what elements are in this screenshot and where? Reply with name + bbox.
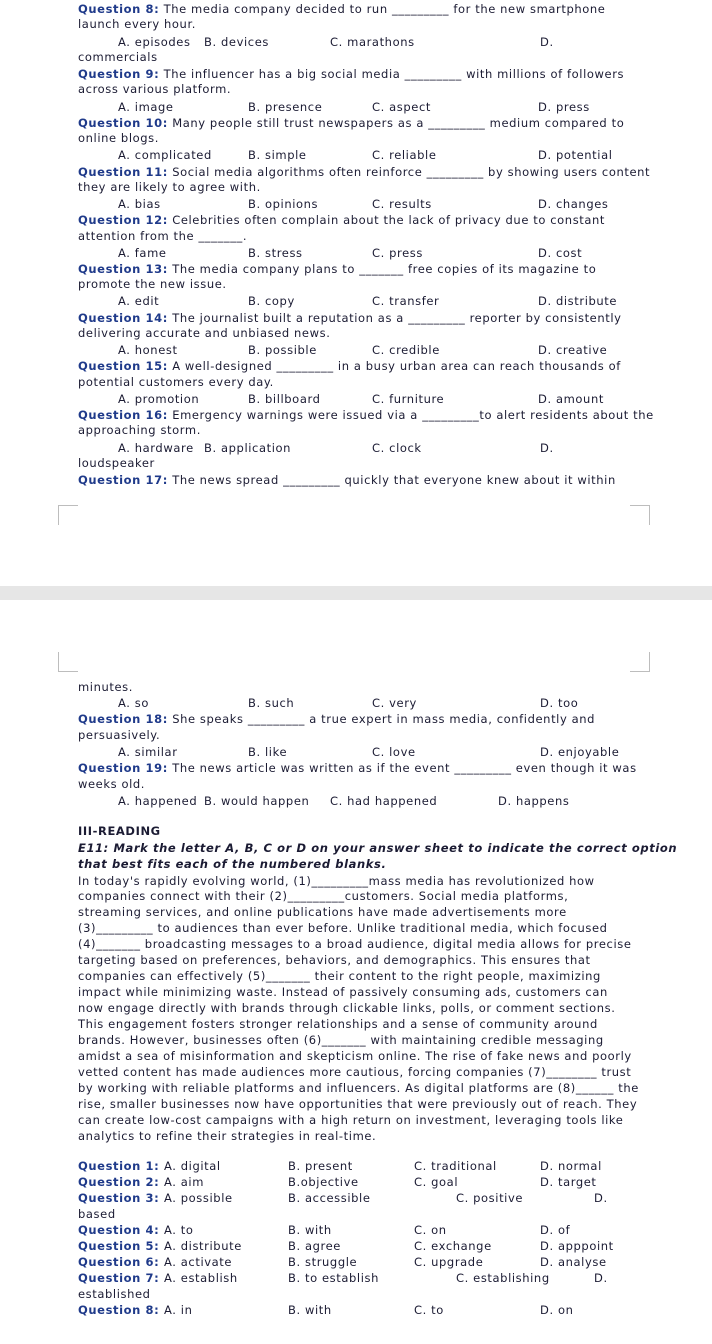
question-label: Question 3: bbox=[78, 1191, 160, 1205]
question-19: Question 19: The news article was written as if the event _________ even though it was bbox=[78, 761, 637, 775]
passage-line: amidst a sea of misinformation and skepticism online. The rise of fake news and poorly bbox=[78, 1049, 632, 1063]
question-label: Question 9: bbox=[78, 67, 160, 81]
passage-line: impact while minimizing waste. Instead of passively consuming ads, customers can bbox=[78, 985, 608, 999]
option-d[interactable]: D. changes bbox=[538, 197, 609, 211]
question-9: Question 9: The influencer has a big social media _________ with millions of followers bbox=[78, 67, 625, 81]
option-d[interactable]: D. bbox=[540, 35, 554, 49]
question-17: Question 17: The news spread _________ quickly that everyone knew about it within bbox=[78, 473, 616, 487]
option-a[interactable]: A. happened bbox=[118, 794, 198, 808]
option-d[interactable]: D. happens bbox=[498, 794, 570, 808]
question-8: Question 8: The media company decided to run _________ for the new smartphone bbox=[78, 2, 606, 16]
question-text: launch every hour. bbox=[78, 17, 196, 31]
option-d[interactable]: D. potential bbox=[538, 148, 613, 162]
question-label: Question 18: bbox=[78, 712, 168, 726]
question-label: Question 2: bbox=[78, 1175, 160, 1189]
crop-mark bbox=[630, 505, 650, 525]
option-d[interactable]: D. bbox=[540, 441, 554, 455]
option-b[interactable]: B. devices bbox=[204, 35, 269, 49]
question-label: Question 14: bbox=[78, 311, 168, 325]
option-c[interactable]: C. results bbox=[372, 197, 432, 211]
worksheet-page-1 bbox=[0, 0, 712, 586]
option-a[interactable]: A. edit bbox=[118, 294, 160, 308]
option-c[interactable]: C. transfer bbox=[372, 294, 440, 308]
option-a[interactable]: A. hardware bbox=[118, 441, 194, 455]
crop-mark bbox=[58, 505, 78, 525]
question-16: Question 16: Emergency warnings were issued via a _________to alert residents about the bbox=[78, 408, 654, 422]
instructions-line-2: that best fits each of the numbered blanks. bbox=[78, 857, 387, 871]
page-separator bbox=[0, 586, 712, 600]
passage-line: vetted content has made audiences more cautious, forcing companies (7)________ trust bbox=[78, 1065, 632, 1079]
option-d[interactable]: D. press bbox=[538, 100, 590, 114]
option-d-text: based bbox=[78, 1207, 116, 1221]
option-b[interactable]: B. copy bbox=[248, 294, 295, 308]
option-b[interactable]: B. presence bbox=[248, 100, 323, 114]
question-text: across various platform. bbox=[78, 82, 232, 96]
option-c[interactable]: C. marathons bbox=[330, 35, 415, 49]
question-text: potential customers every day. bbox=[78, 375, 274, 389]
option-d[interactable]: D. on bbox=[540, 1303, 574, 1317]
option-c[interactable]: C. clock bbox=[372, 441, 422, 455]
passage-line: This engagement fosters stronger relationships and a sense of community around bbox=[78, 1017, 598, 1031]
passage-line: now engage directly with brands through clickable links, polls, or comment sections. bbox=[78, 1001, 616, 1015]
option-a[interactable]: A. to bbox=[164, 1223, 194, 1237]
passage-line: by working with reliable platforms and influencers. As digital platforms are (8)______ the bbox=[78, 1081, 639, 1095]
option-d[interactable]: D. target bbox=[540, 1175, 597, 1189]
option-b[interactable]: B.objective bbox=[288, 1175, 359, 1189]
option-b[interactable]: B. with bbox=[288, 1223, 332, 1237]
option-c[interactable]: C. upgrade bbox=[414, 1255, 484, 1269]
option-a[interactable]: A. digital bbox=[164, 1159, 221, 1173]
question-label: Question 4: bbox=[78, 1223, 160, 1237]
option-a[interactable]: A. complicated bbox=[118, 148, 212, 162]
question-15: Question 15: A well-designed _________ in a busy urban area can reach thousands of bbox=[78, 359, 621, 373]
option-c[interactable]: C. establishing bbox=[456, 1271, 550, 1285]
option-d-text: commercials bbox=[78, 50, 158, 64]
option-d[interactable]: D. amount bbox=[538, 392, 604, 406]
question-label: Question 10: bbox=[78, 116, 168, 130]
passage-line: analytics to refine their strategies in real-time. bbox=[78, 1129, 377, 1143]
option-a[interactable]: A. image bbox=[118, 100, 174, 114]
option-a[interactable]: A. so bbox=[118, 696, 150, 710]
option-c[interactable]: C. positive bbox=[456, 1191, 524, 1205]
passage-line: brands. However, businesses often (6)_______ with maintaining credible messaging bbox=[78, 1033, 604, 1047]
question-label: Question 17: bbox=[78, 473, 168, 487]
question-text: promote the new issue. bbox=[78, 277, 227, 291]
option-c[interactable]: C. reliable bbox=[372, 148, 437, 162]
option-a[interactable]: A. similar bbox=[118, 745, 178, 759]
option-c[interactable]: C. goal bbox=[414, 1175, 459, 1189]
question-label: Question 15: bbox=[78, 359, 168, 373]
option-a[interactable]: A. fame bbox=[118, 246, 167, 260]
option-a[interactable]: A. honest bbox=[118, 343, 178, 357]
option-c[interactable]: C. had happened bbox=[330, 794, 438, 808]
question-label: Question 7: bbox=[78, 1271, 160, 1285]
crop-mark bbox=[630, 652, 650, 672]
section-heading: III-READING bbox=[78, 824, 161, 838]
option-c[interactable]: C. exchange bbox=[414, 1239, 492, 1253]
option-a[interactable]: A. distribute bbox=[164, 1239, 242, 1253]
option-d-text: established bbox=[78, 1287, 151, 1301]
option-c[interactable]: C. on bbox=[414, 1223, 447, 1237]
option-d[interactable]: D. bbox=[594, 1271, 608, 1285]
option-b[interactable]: B. would happen bbox=[204, 794, 310, 808]
question-14: Question 14: The journalist built a reputation as a _________ reporter by consistently bbox=[78, 311, 622, 325]
passage-line: can create low-cost campaigns with a high return on investment, leveraging tools like bbox=[78, 1113, 624, 1127]
option-b[interactable]: B. stress bbox=[248, 246, 303, 260]
option-b[interactable]: B. possible bbox=[248, 343, 317, 357]
question-label: Question 11: bbox=[78, 165, 168, 179]
option-c[interactable]: C. love bbox=[372, 745, 416, 759]
passage-line: streaming services, and online publications have made advertisements more bbox=[78, 905, 567, 919]
option-c[interactable]: C. to bbox=[414, 1303, 444, 1317]
question-text: persuasively. bbox=[78, 728, 161, 742]
question-10: Question 10: Many people still trust newspapers as a _________ medium compared to bbox=[78, 116, 625, 130]
question-label: Question 13: bbox=[78, 262, 168, 276]
question-label: Question 1: bbox=[78, 1159, 160, 1173]
passage-line: In today's rapidly evolving world, (1)_________mass media has revolutionized how bbox=[78, 874, 595, 888]
option-c[interactable]: C. furniture bbox=[372, 392, 445, 406]
worksheet-page-2 bbox=[0, 600, 712, 1344]
option-d-text: loudspeaker bbox=[78, 456, 155, 470]
option-b[interactable]: B. such bbox=[248, 696, 295, 710]
question-label: Question 8: bbox=[78, 1303, 160, 1317]
question-18: Question 18: She speaks _________ a true expert in mass media, confidently and bbox=[78, 712, 596, 726]
option-a[interactable]: A. activate bbox=[164, 1255, 233, 1269]
passage-line: (4)_______ broadcasting messages to a broad audience, digital media allows for precise bbox=[78, 937, 632, 951]
question-text: they are likely to agree with. bbox=[78, 180, 261, 194]
option-d[interactable]: D. distribute bbox=[538, 294, 618, 308]
option-b[interactable]: B. accessible bbox=[288, 1191, 371, 1205]
option-c[interactable]: C. credible bbox=[372, 343, 440, 357]
question-text: online blogs. bbox=[78, 131, 160, 145]
question-text: approaching storm. bbox=[78, 423, 201, 437]
option-d[interactable]: D. enjoyable bbox=[540, 745, 620, 759]
question-label: Question 19: bbox=[78, 761, 168, 775]
option-a[interactable]: A. in bbox=[164, 1303, 193, 1317]
option-d[interactable]: D. creative bbox=[538, 343, 608, 357]
question-label: Question 12: bbox=[78, 213, 168, 227]
option-b[interactable]: B. simple bbox=[248, 148, 307, 162]
crop-mark bbox=[58, 652, 78, 672]
option-d[interactable]: D. of bbox=[540, 1223, 571, 1237]
passage-line: rise, smaller businesses now have opportunities that were previously out of reach. They bbox=[78, 1097, 638, 1111]
question-text: minutes. bbox=[78, 680, 134, 694]
option-b[interactable]: B. to establish bbox=[288, 1271, 379, 1285]
passage-line: companies can effectively (5)_______ their content to the right people, maximizing bbox=[78, 969, 601, 983]
instructions-line-1: E11: Mark the letter A, B, C or D on your answer sheet to indicate the correct option bbox=[78, 841, 678, 855]
option-b[interactable]: B. struggle bbox=[288, 1255, 358, 1269]
question-label: Question 5: bbox=[78, 1239, 160, 1253]
option-b[interactable]: B. agree bbox=[288, 1239, 341, 1253]
option-c[interactable]: C. traditional bbox=[414, 1159, 497, 1173]
passage-line: targeting based on preferences, behaviors, and demographics. This ensures that bbox=[78, 953, 591, 967]
option-c[interactable]: C. aspect bbox=[372, 100, 431, 114]
passage-line: (3)_________ to audiences than ever before. Unlike traditional media, which focused bbox=[78, 921, 608, 935]
option-c[interactable]: C. press bbox=[372, 246, 423, 260]
option-b[interactable]: B. with bbox=[288, 1303, 332, 1317]
question-text: delivering accurate and unbiased news. bbox=[78, 326, 331, 340]
option-d[interactable]: D. too bbox=[540, 696, 579, 710]
option-d[interactable]: D. bbox=[594, 1191, 608, 1205]
option-b[interactable]: B. application bbox=[204, 441, 292, 455]
question-12: Question 12: Celebrities often complain about the lack of privacy due to constant bbox=[78, 213, 606, 227]
option-d[interactable]: D. analyse bbox=[540, 1255, 607, 1269]
option-a[interactable]: A. episodes bbox=[118, 35, 191, 49]
option-a[interactable]: A. bias bbox=[118, 197, 161, 211]
option-b[interactable]: B. billboard bbox=[248, 392, 321, 406]
question-label: Question 16: bbox=[78, 408, 168, 422]
question-13: Question 13: The media company plans to _______ free copies of its magazine to bbox=[78, 262, 597, 276]
option-d[interactable]: D. apppoint bbox=[540, 1239, 614, 1253]
option-c[interactable]: C. very bbox=[372, 696, 417, 710]
option-b[interactable]: B. present bbox=[288, 1159, 353, 1173]
passage-line: companies connect with their (2)_________customers. Social media platforms, bbox=[78, 889, 569, 903]
question-text: attention from the _______. bbox=[78, 229, 248, 243]
option-b[interactable]: B. like bbox=[248, 745, 288, 759]
option-a[interactable]: A. establish bbox=[164, 1271, 238, 1285]
option-d[interactable]: D. cost bbox=[538, 246, 583, 260]
option-a[interactable]: A. aim bbox=[164, 1175, 205, 1189]
option-b[interactable]: B. opinions bbox=[248, 197, 319, 211]
question-label: Question 8: bbox=[78, 2, 160, 16]
option-a[interactable]: A. possible bbox=[164, 1191, 233, 1205]
question-text: weeks old. bbox=[78, 777, 146, 791]
question-11: Question 11: Social media algorithms often reinforce _________ by showing users content bbox=[78, 165, 651, 179]
question-label: Question 6: bbox=[78, 1255, 160, 1269]
option-d[interactable]: D. normal bbox=[540, 1159, 602, 1173]
option-a[interactable]: A. promotion bbox=[118, 392, 200, 406]
